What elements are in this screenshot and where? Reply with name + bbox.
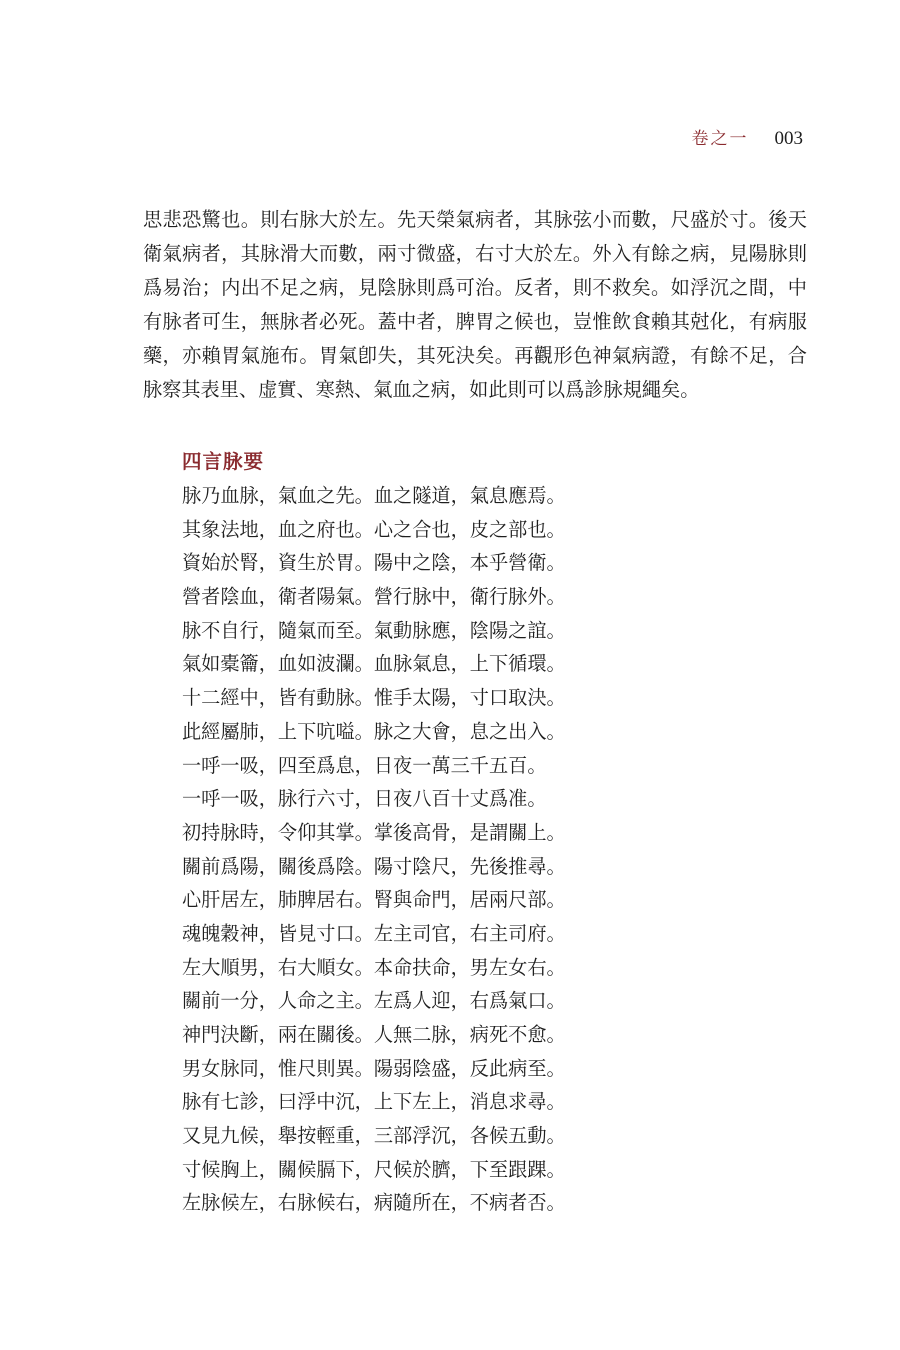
verse-line: 脉不自行，隨氣而至。氣動脉應，陰陽之誼。 [182, 618, 566, 642]
verse-line: 一呼一吸，四至爲息，日夜一萬三千五百。 [182, 753, 547, 777]
page-number: 003 [774, 128, 803, 149]
verse-line: 魂魄穀神，皆見寸口。左主司官，右主司府。 [182, 921, 566, 945]
verse-line: 一呼一吸，脉行六寸，日夜八百十丈爲准。 [182, 787, 547, 811]
body-paragraph: 思悲恐驚也。則右脉大於左。先天榮氣病者，其脉弦小而數，尺盛於寸。後天衛氣病者，其脉滑大而數，兩寸微盛，右寸大於左。外入有餘之病，見陽脉則爲易治；内出不足之病，見陰脉則爲可治。反者，則不救矣。如浮沉之間，中有脉者可生，無脉者必死。蓋中者，脾胃之候也，豈惟飲食賴其尅化，有病服藥，亦賴胃氣施布。胃氣卽失，其死決矣。再觀形色神氣病證，有餘不足，合脉察其表里、虚實、寒熱、氣血之病，如此則可以爲診脉規繩矣。 [143, 208, 807, 401]
verse-line: 又見九候，舉按輕重，三部浮沉，各候五動。 [182, 1124, 566, 1148]
verse-line: 左脉候左，右脉候右，病隨所在，不病者否。 [182, 1191, 566, 1215]
verse-line: 十二經中，皆有動脉。惟手太陽，寸口取決。 [182, 686, 566, 710]
verse-line: 關前爲陽，關後爲陰。陽寸陰尺，先後推尋。 [182, 854, 566, 878]
verse-line: 營者陰血，衛者陽氣。營行脉中，衛行脉外。 [182, 585, 566, 609]
verse-line: 此經屬肺，上下吭嗌。脉之大會，息之出入。 [182, 719, 566, 743]
verse-line: 左大順男，右大順女。本命扶命，男左女右。 [182, 955, 566, 979]
verse-line: 脉有七診，曰浮中沉，上下左上，消息求尋。 [182, 1090, 566, 1114]
section-title: 四言脉要 [182, 450, 265, 473]
verse-line: 其象法地，血之府也。心之合也，皮之部也。 [182, 517, 566, 541]
verse-line: 男女脉同，惟尺則異。陽弱陰盛，反此病至。 [182, 1056, 566, 1080]
verse-line: 心肝居左，肺脾居右。腎與命門，居兩尺部。 [182, 888, 566, 912]
verse-line: 氣如橐籥，血如波瀾。血脉氣息，上下循環。 [182, 652, 566, 676]
running-head [692, 124, 804, 150]
verse-line: 關前一分，人命之主。左爲人迎，右爲氣口。 [182, 989, 566, 1013]
verse-line: 資始於腎，資生於胃。陽中之陰，本乎營衛。 [182, 551, 566, 575]
verse-list [182, 479, 566, 1220]
verse-line: 寸候胸上，關候膈下，尺候於臍，下至跟踝。 [182, 1157, 566, 1181]
verse-line: 脉乃血脉，氣血之先。血之隧道，氣息應焉。 [182, 484, 566, 507]
chapter-label: 卷之一 [691, 129, 749, 149]
verse-line: 神門決斷，兩在關後。人無二脉，病死不愈。 [182, 1023, 566, 1046]
verse-line: 初持脉時，令仰其掌。掌後高骨，是謂關上。 [182, 820, 566, 844]
